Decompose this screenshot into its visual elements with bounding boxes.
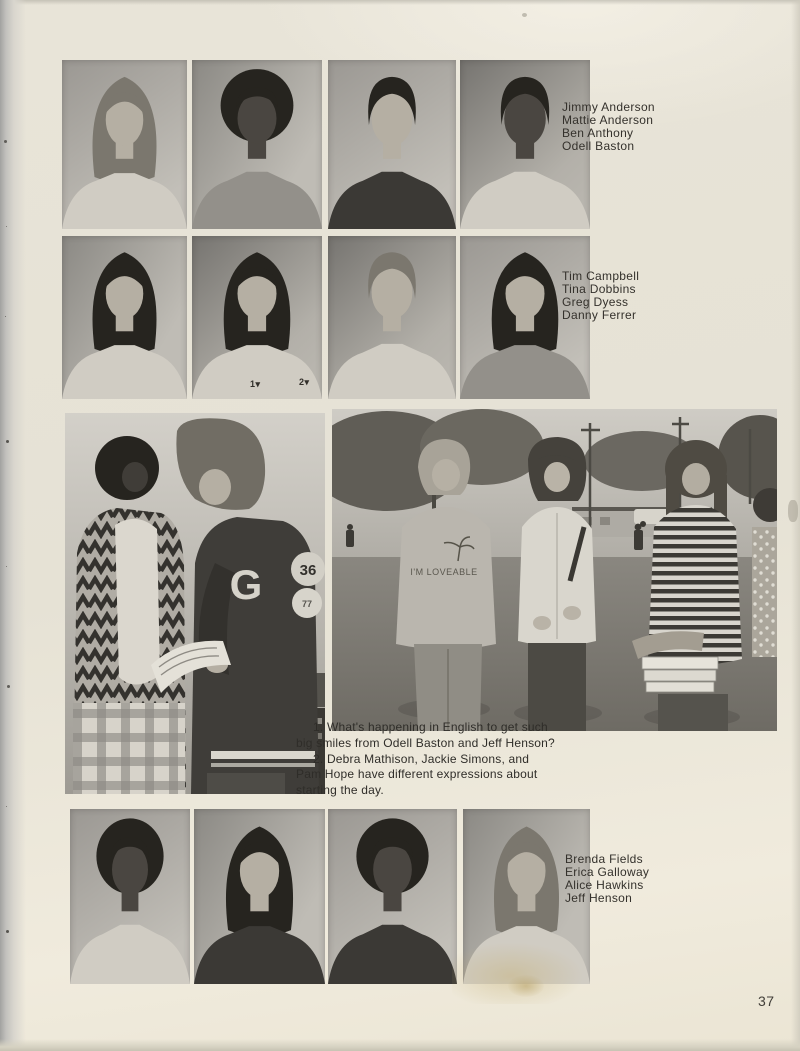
portrait-photo (70, 809, 190, 984)
portrait-photo (192, 60, 322, 229)
student-name: Jeff Henson (565, 890, 633, 905)
jacket-patch-number: 36 (299, 562, 317, 579)
scan-right-edge (791, 0, 800, 1051)
dark-pants (528, 643, 586, 731)
student-name: Tina Dobbins (562, 281, 636, 296)
student-name: Odell Baston (562, 138, 635, 153)
scan-top-edge (0, 0, 800, 5)
hand (533, 616, 551, 630)
student-name: Alice Hawkins (565, 877, 644, 892)
partial-person-right (752, 488, 777, 657)
student-name: Danny Ferrer (562, 307, 637, 322)
photo-marker-1: 1▾ (250, 379, 261, 389)
portrait-photo (192, 236, 322, 399)
paper-stain-small (508, 975, 544, 997)
caption-line: 1. What's happening in English to get such (313, 720, 548, 734)
caption-line: starting the day. (296, 783, 384, 798)
student-name: Ben Anthony (562, 125, 634, 140)
portrait-photo (328, 809, 457, 984)
tshirt-text: I'M LOVEABLE (410, 567, 478, 577)
jeans (658, 694, 728, 731)
caption-line: big smiles from Odell Baston and Jeff Henson? (296, 735, 555, 750)
gutter-specks (4, 140, 7, 143)
student-name: Jimmy Anderson (562, 100, 655, 114)
notebooks (642, 657, 718, 692)
photo-caption (296, 720, 576, 799)
letter-jacket-letter: G (229, 561, 263, 608)
portrait-photo (328, 60, 456, 229)
student-name: Mattie Anderson (562, 112, 654, 127)
candid-photo-right (332, 409, 777, 731)
portrait-photo (62, 236, 187, 399)
page-number: 37 (758, 993, 775, 1009)
sleeve-patch-text: 77 (301, 599, 313, 609)
student-name: Tim Campbell (562, 269, 640, 283)
paper-speck (522, 13, 527, 17)
portrait-photo (62, 60, 187, 229)
scan-bottom-edge (0, 1039, 800, 1051)
jacket-student-face (199, 469, 231, 505)
candid-photo-left (65, 413, 325, 794)
book-gutter-shadow (0, 0, 26, 1051)
caption-line: 2. Debra Mathison, Jackie Simons, and (313, 751, 530, 766)
name-list-3 (565, 853, 725, 905)
student-name: Greg Dyess (562, 294, 629, 309)
edge-smudge (788, 500, 798, 522)
photo-marker-2: 2▾ (299, 377, 310, 387)
hand (563, 606, 581, 620)
student-name: Erica Galloway (565, 864, 650, 879)
name-list-1 (562, 101, 722, 153)
portrait-photo (328, 236, 456, 399)
student-name: Brenda Fields (565, 852, 643, 866)
name-list-2 (562, 270, 722, 322)
portrait-photo (194, 809, 325, 984)
caption-line: Pam Hope have different expressions about (296, 767, 538, 782)
